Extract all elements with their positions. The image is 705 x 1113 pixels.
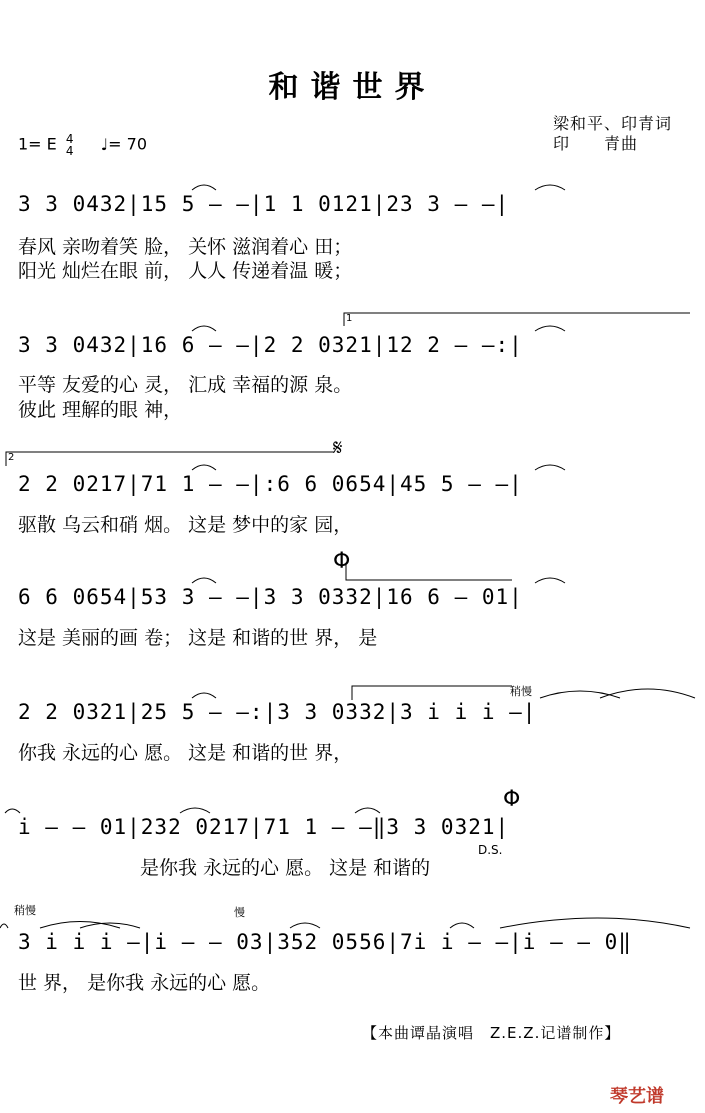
lyricist-credit: 梁和平、印青词 xyxy=(553,114,673,133)
segno-icon: 𝄋 xyxy=(333,436,343,461)
volta-1b-bracket xyxy=(346,564,512,580)
slow-down-marking-1: 稍慢 xyxy=(510,685,532,698)
tempo: = 70 xyxy=(108,134,148,154)
volta-2-bracket xyxy=(6,452,334,466)
volta-2b-bracket xyxy=(352,686,512,700)
time-signature-bottom: 4 xyxy=(65,144,74,158)
system-2-notes: 3 3 0432|16 6 – –|2 2 0321|12 2 – –:| xyxy=(18,333,523,357)
system-6-notes: i – – 01|232 0217|71 1 – –‖3 3 0321| xyxy=(18,815,510,839)
ds-marking: D.S. xyxy=(478,843,503,857)
coda-icon: Φ xyxy=(333,549,351,574)
volta-2-label: 2 xyxy=(8,452,15,463)
system-5-notes: 2 2 0321|25 5 – –:|3 3 0332|3 i i i –| xyxy=(18,700,537,724)
volta-1-bracket xyxy=(344,313,690,326)
system-4-notes: 6 6 0654|53 3 – –|3 3 0332|16 6 – 01| xyxy=(18,585,523,609)
system-2-lyric-2: 彼此 理解的眼 神， xyxy=(18,399,183,421)
footer-credit: 【本曲谭晶演唱 Z.E.Z.记谱制作】 xyxy=(362,1024,621,1042)
slow-marking: 慢 xyxy=(234,906,245,919)
coda-icon-2: Φ xyxy=(503,787,521,812)
watermark-logo: 琴艺谱 xyxy=(610,1086,664,1107)
system-7-lyric-1: 世 界， 是你我 永远的心 愿。 xyxy=(18,972,271,994)
system-3-notes: 2 2 0217|71 1 – –|:6 6 0654|45 5 – –| xyxy=(18,472,523,496)
system-5-lyric-1: 你我 永远的心 愿。 这是 和谐的世 界， xyxy=(18,742,353,764)
system-2-lyric-1: 平等 友爱的心 灵， 汇成 幸福的源 泉。 xyxy=(18,374,353,396)
system-1-lyric-1: 春风 亲吻着笑 脸， 关怀 滋润着心 田； xyxy=(18,236,353,258)
system-7-notes: 3 i i i –|i – – 03|352 0556|7i i – –|i – – 0‖ xyxy=(18,930,632,954)
system-3-lyric-1: 驱散 乌云和硝 烟。 这是 梦中的家 园， xyxy=(18,514,353,536)
composer-credit: 印 青曲 xyxy=(553,134,639,153)
system-1-lyric-2: 阳光 灿烂在眼 前， 人人 传递着温 暖； xyxy=(18,260,353,282)
time-signature-top: 4 xyxy=(65,132,74,146)
quarter-note-icon: ♩ xyxy=(100,134,109,154)
system-4-lyric-1: 这是 美丽的画 卷； 这是 和谐的世 界， 是 xyxy=(18,627,378,649)
page-title: 和谐世界 xyxy=(268,70,437,105)
system-1-notes: 3 3 0432|15 5 – –|1 1 0121|23 3 – –| xyxy=(18,192,510,216)
slow-down-marking-2: 稍慢 xyxy=(14,904,36,917)
volta-1-label: 1 xyxy=(346,313,353,324)
key-signature: 1= E xyxy=(18,134,57,154)
system-6-lyric-1: 是你我 永远的心 愿。 这是 和谐的 xyxy=(140,857,431,879)
